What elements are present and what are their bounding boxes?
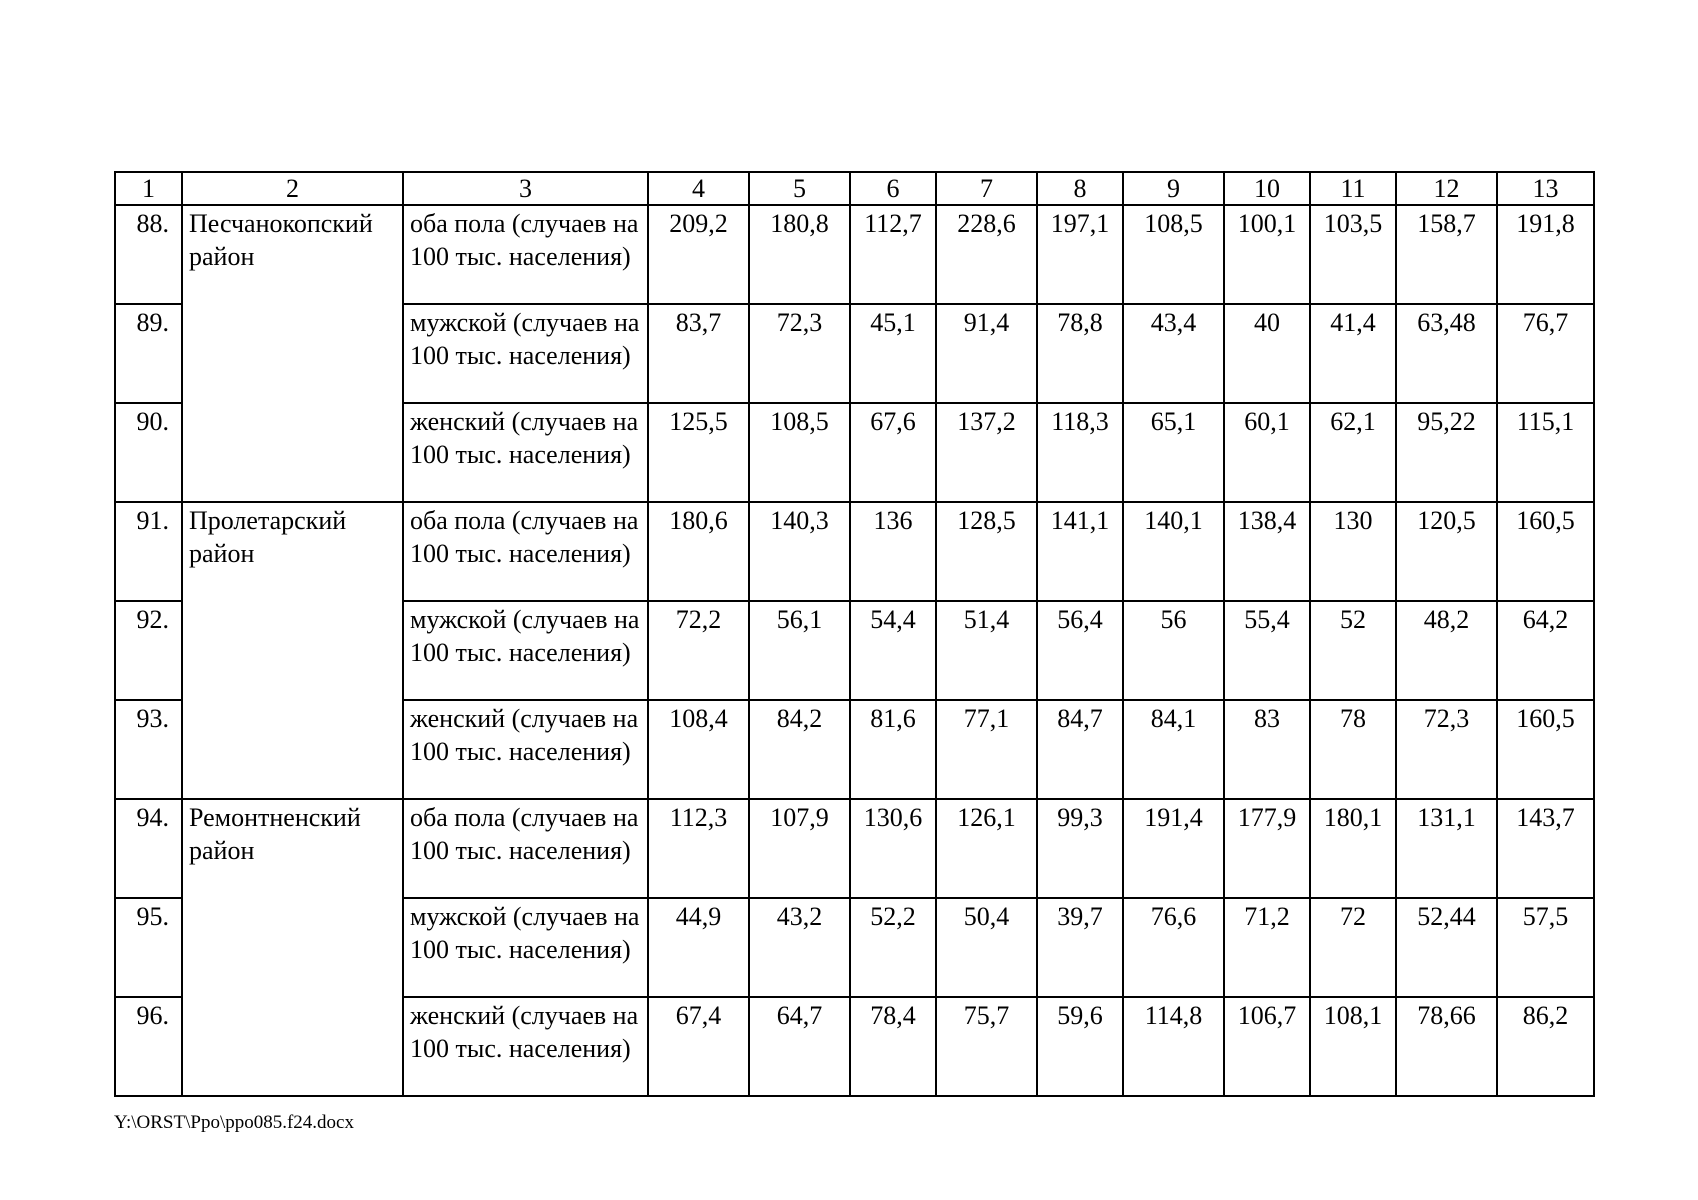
column-header-9: 9 [1123,172,1224,205]
value-cell: 130,6 [850,799,936,898]
value-cell: 103,5 [1310,205,1396,304]
value-cell: 115,1 [1497,403,1594,502]
value-cell: 56,4 [1037,601,1123,700]
row-number: 95. [115,898,182,997]
value-cell: 91,4 [936,304,1037,403]
value-cell: 137,2 [936,403,1037,502]
row-number: 89. [115,304,182,403]
value-cell: 136 [850,502,936,601]
value-cell: 67,4 [648,997,749,1096]
value-cell: 52 [1310,601,1396,700]
value-cell: 75,7 [936,997,1037,1096]
column-header-4: 4 [648,172,749,205]
table-body [115,205,1594,1096]
column-header-12: 12 [1396,172,1497,205]
value-cell: 140,1 [1123,502,1224,601]
value-cell: 64,2 [1497,601,1594,700]
indicator-description: мужской (случаев на 100 тыс. населения) [403,898,648,997]
value-cell: 51,4 [936,601,1037,700]
value-cell: 108,5 [1123,205,1224,304]
indicator-description: оба пола (случаев на 100 тыс. населения) [403,502,648,601]
value-cell: 64,7 [749,997,850,1096]
value-cell: 141,1 [1037,502,1123,601]
value-cell: 112,7 [850,205,936,304]
row-number: 96. [115,997,182,1096]
value-cell: 59,6 [1037,997,1123,1096]
district-name: Ремонтненский район [182,799,403,1096]
indicator-description: женский (случаев на 100 тыс. населения) [403,997,648,1096]
value-cell: 99,3 [1037,799,1123,898]
value-cell: 191,8 [1497,205,1594,304]
value-cell: 78,8 [1037,304,1123,403]
value-cell: 108,4 [648,700,749,799]
value-cell: 191,4 [1123,799,1224,898]
value-cell: 76,7 [1497,304,1594,403]
value-cell: 72,3 [749,304,850,403]
value-cell: 40 [1224,304,1310,403]
table-row [115,799,1594,898]
value-cell: 125,5 [648,403,749,502]
value-cell: 62,1 [1310,403,1396,502]
value-cell: 180,8 [749,205,850,304]
value-cell: 128,5 [936,502,1037,601]
value-cell: 86,2 [1497,997,1594,1096]
column-header-11: 11 [1310,172,1396,205]
value-cell: 100,1 [1224,205,1310,304]
value-cell: 177,9 [1224,799,1310,898]
value-cell: 158,7 [1396,205,1497,304]
indicator-description: мужской (случаев на 100 тыс. населения) [403,601,648,700]
table-header [115,172,1594,205]
document-file-path: Y:\ORST\Ppo\ppo085.f24.docx [114,1112,354,1133]
table-row [115,502,1594,601]
value-cell: 108,1 [1310,997,1396,1096]
row-number: 93. [115,700,182,799]
statistics-table [114,171,1595,1097]
value-cell: 67,6 [850,403,936,502]
value-cell: 180,1 [1310,799,1396,898]
value-cell: 95,22 [1396,403,1497,502]
indicator-description: женский (случаев на 100 тыс. населения) [403,700,648,799]
indicator-description: мужской (случаев на 100 тыс. населения) [403,304,648,403]
value-cell: 160,5 [1497,700,1594,799]
value-cell: 72,2 [648,601,749,700]
value-cell: 56 [1123,601,1224,700]
row-number: 90. [115,403,182,502]
value-cell: 138,4 [1224,502,1310,601]
value-cell: 55,4 [1224,601,1310,700]
value-cell: 84,7 [1037,700,1123,799]
value-cell: 39,7 [1037,898,1123,997]
column-header-13: 13 [1497,172,1594,205]
indicator-description: женский (случаев на 100 тыс. населения) [403,403,648,502]
value-cell: 209,2 [648,205,749,304]
value-cell: 83 [1224,700,1310,799]
column-header-5: 5 [749,172,850,205]
column-header-10: 10 [1224,172,1310,205]
value-cell: 50,4 [936,898,1037,997]
indicator-description: оба пола (случаев на 100 тыс. населения) [403,205,648,304]
column-header-8: 8 [1037,172,1123,205]
district-name: Песчанокопский район [182,205,403,502]
value-cell: 60,1 [1224,403,1310,502]
value-cell: 118,3 [1037,403,1123,502]
value-cell: 120,5 [1396,502,1497,601]
value-cell: 71,2 [1224,898,1310,997]
value-cell: 43,2 [749,898,850,997]
value-cell: 143,7 [1497,799,1594,898]
column-header-1: 1 [115,172,182,205]
value-cell: 52,44 [1396,898,1497,997]
value-cell: 57,5 [1497,898,1594,997]
value-cell: 77,1 [936,700,1037,799]
value-cell: 72 [1310,898,1396,997]
value-cell: 130 [1310,502,1396,601]
row-number: 91. [115,502,182,601]
column-header-2: 2 [182,172,403,205]
value-cell: 112,3 [648,799,749,898]
column-header-7: 7 [936,172,1037,205]
value-cell: 72,3 [1396,700,1497,799]
value-cell: 108,5 [749,403,850,502]
value-cell: 52,2 [850,898,936,997]
value-cell: 140,3 [749,502,850,601]
row-number: 92. [115,601,182,700]
value-cell: 54,4 [850,601,936,700]
row-number: 88. [115,205,182,304]
value-cell: 81,6 [850,700,936,799]
column-header-6: 6 [850,172,936,205]
value-cell: 78 [1310,700,1396,799]
value-cell: 160,5 [1497,502,1594,601]
value-cell: 63,48 [1396,304,1497,403]
value-cell: 197,1 [1037,205,1123,304]
value-cell: 78,66 [1396,997,1497,1096]
value-cell: 76,6 [1123,898,1224,997]
value-cell: 180,6 [648,502,749,601]
column-header-3: 3 [403,172,648,205]
value-cell: 84,1 [1123,700,1224,799]
value-cell: 78,4 [850,997,936,1096]
value-cell: 56,1 [749,601,850,700]
table-row [115,205,1594,304]
value-cell: 126,1 [936,799,1037,898]
district-name: Пролетарский район [182,502,403,799]
value-cell: 45,1 [850,304,936,403]
indicator-description: оба пола (случаев на 100 тыс. населения) [403,799,648,898]
value-cell: 41,4 [1310,304,1396,403]
column-number-row [115,172,1594,205]
value-cell: 84,2 [749,700,850,799]
value-cell: 107,9 [749,799,850,898]
value-cell: 43,4 [1123,304,1224,403]
row-number: 94. [115,799,182,898]
value-cell: 228,6 [936,205,1037,304]
value-cell: 131,1 [1396,799,1497,898]
value-cell: 106,7 [1224,997,1310,1096]
value-cell: 65,1 [1123,403,1224,502]
value-cell: 83,7 [648,304,749,403]
value-cell: 48,2 [1396,601,1497,700]
value-cell: 114,8 [1123,997,1224,1096]
value-cell: 44,9 [648,898,749,997]
